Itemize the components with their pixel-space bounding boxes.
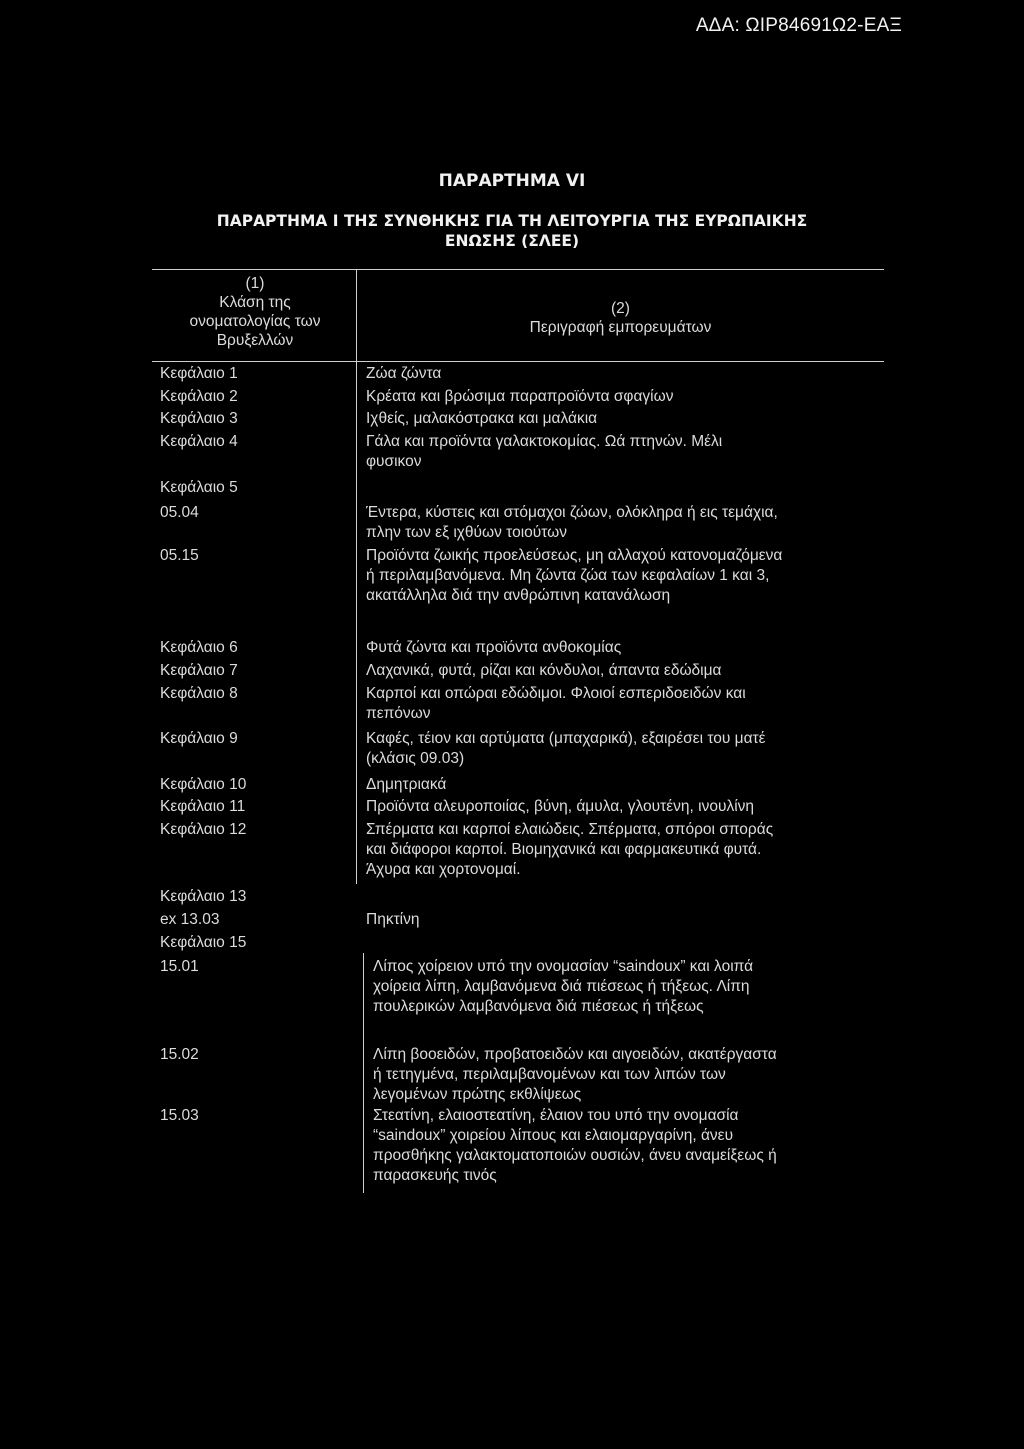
description-line: Φυτά ζώντα και προϊόντα ανθοκομίας	[366, 639, 622, 656]
goods-description	[373, 957, 753, 1017]
annex-title: ΠΑΡΑΡΤΗΜΑ VI	[438, 171, 586, 191]
col2-header	[357, 299, 884, 337]
classification-code: Κεφάλαιο 15	[160, 934, 247, 951]
description-line: Πηκτίνη	[366, 911, 420, 928]
classification-code: Κεφάλαιο 7	[160, 662, 238, 679]
classification-code: Κεφάλαιο 10	[160, 776, 247, 793]
description-line: Στεατίνη, ελαιοστεατίνη, έλαιον του υπό την ονομασία	[373, 1107, 739, 1124]
description-line: Λίπη βοοειδών, προβατοειδών και αιγοειδών, ακατέργαστα	[373, 1046, 777, 1063]
description-line: παρασκευής τινός	[373, 1167, 497, 1184]
col2-header-line: Περιγραφή εμπορευμάτων	[529, 319, 712, 336]
classification-code: Κεφάλαιο 3	[160, 410, 238, 427]
description-line: πουλερικών λαμβανόμενα διά πιέσεως ή τήξεως	[373, 998, 704, 1015]
description-line: Λίπος χοίρειον υπό την ονομασίαν “saindoux” και λοιπά	[373, 958, 754, 975]
description-line: ακατάλληλα διά την ανθρώπινη κατανάλωση	[366, 587, 671, 604]
ada-code: ΑΔΑ: ΩΙΡ84691Ω2-ΕΑΞ	[695, 15, 902, 36]
col1-header-line: ονοματολογίας των	[189, 313, 321, 330]
goods-description	[373, 1106, 777, 1186]
description-line: Κρέατα και βρώσιμα παραπροϊόντα σφαγίων	[366, 388, 674, 405]
description-line: Άχυρα και χορτονομαί.	[366, 861, 521, 878]
classification-code: Κεφάλαιο 13	[160, 888, 247, 905]
classification-code: 15.03	[160, 1107, 199, 1124]
goods-description	[366, 432, 722, 472]
goods-description	[366, 546, 782, 606]
classification-code: Κεφάλαιο 12	[160, 821, 247, 838]
goods-description	[366, 910, 420, 930]
classification-code: Κεφάλαιο 8	[160, 685, 238, 702]
col1-header	[140, 274, 370, 350]
annex-subtitle-line-1: ΠΑΡΑΡΤΗΜΑ Ι ΤΗΣ ΣΥΝΘΗΚΗΣ ΓΙΑ ΤΗ ΛΕΙΤΟΥΡΓΙΑ ΤΗΣ ΕΥΡΩΠΑΙΚΗΣ	[216, 212, 808, 230]
classification-code: Κεφάλαιο 11	[160, 798, 246, 815]
goods-description	[366, 775, 446, 795]
goods-description	[366, 387, 673, 407]
col1-header-line: Βρυξελλών	[216, 332, 294, 349]
body-column-divider-lower	[363, 953, 364, 1193]
classification-code: Κεφάλαιο 2	[160, 388, 238, 405]
description-line: λεγομένων πρώτης εκθλίψεως	[373, 1086, 582, 1103]
description-line: Καφές, τέιον και αρτύματα (μπαχαρικά), εξαιρέσει του ματέ	[366, 730, 766, 747]
classification-code: Κεφάλαιο 6	[160, 639, 238, 656]
body-column-divider	[356, 362, 357, 884]
goods-description	[366, 729, 766, 769]
description-line: Προϊόντα αλευροποιίας, βύνη, άμυλα, γλουτένη, ινουλίνη	[366, 798, 755, 815]
description-line: Ζώα ζώντα	[366, 365, 442, 382]
goods-description	[366, 661, 722, 681]
goods-description	[366, 684, 746, 724]
description-line: Γάλα και προϊόντα γαλακτοκομίας. Ωά πτηνών. Μέλι	[366, 433, 723, 450]
description-line: Προϊόντα ζωικής προελεύσεως, μη αλλαχού κατονομαζόμενα	[366, 547, 783, 564]
classification-code: Κεφάλαιο 5	[160, 479, 238, 496]
classification-code: 15.02	[160, 1046, 199, 1063]
classification-code: ex 13.03	[160, 911, 220, 928]
description-line: (κλάσις 09.03)	[366, 750, 465, 767]
description-line: Δημητριακά	[366, 776, 447, 793]
description-line: ή περιλαμβανόμενα. Μη ζώντα ζώα των κεφαλαίων 1 και 3,	[366, 567, 770, 584]
classification-code: 15.01	[160, 958, 199, 975]
description-line: προσθήκης γαλακτοματοποιών ουσιών, άνευ αναμείξεως ή	[373, 1147, 777, 1164]
description-line: Έντερα, κύστεις και στόμαχοι ζώων, ολόκληρα ή εις τεμάχια,	[366, 504, 778, 521]
classification-code: 05.04	[160, 504, 199, 521]
description-line: Ιχθείς, μαλακόστρακα και μαλάκια	[366, 410, 598, 427]
classification-code: Κεφάλαιο 4	[160, 433, 238, 450]
goods-description	[373, 1045, 777, 1105]
classification-code: Κεφάλαιο 1	[160, 365, 238, 382]
description-line: Καρποί και οπώραι εδώδιμοι. Φλοιοί εσπεριδοειδών και	[366, 685, 746, 702]
goods-description	[366, 797, 754, 817]
annex-subtitle	[0, 211, 1024, 251]
col2-header-line: (2)	[611, 300, 630, 317]
description-line: πλην των εξ ιχθύων τοιούτων	[366, 524, 567, 541]
description-line: και διάφοροι καρποί. Βιομηχανικά και φαρμακευτικά φυτά.	[366, 841, 762, 858]
col1-header-line: Κλάση της	[219, 294, 291, 311]
classification-code: Κεφάλαιο 9	[160, 730, 238, 747]
description-line: Σπέρματα και καρποί ελαιώδεις. Σπέρματα, σπόροι σποράς	[366, 821, 774, 838]
description-line: “saindoux” χοιρείου λίπους και ελαιομαργαρίνη, άνευ	[373, 1127, 734, 1144]
goods-description	[366, 503, 778, 543]
col1-header-line: (1)	[245, 275, 265, 292]
description-line: χοίρεια λίπη, λαμβανόμενα διά πιέσεως ή τήξεως. Λίπη	[373, 978, 750, 995]
goods-description	[366, 409, 597, 429]
goods-description	[366, 364, 441, 384]
classification-code: 05.15	[160, 547, 199, 564]
description-line: Λαχανικά, φυτά, ρίζαι και κόνδυλοι, άπαντα εδώδιμα	[366, 662, 722, 679]
annex-subtitle-line-2: ΕΝΩΣΗΣ (ΣΛΕΕ)	[444, 232, 580, 250]
table-header-rule	[152, 361, 884, 362]
table-top-rule	[152, 269, 884, 270]
description-line: ή τετηγμένα, περιλαμβανομένων και των λιπών των	[373, 1066, 726, 1083]
goods-description	[366, 638, 621, 658]
description-line: φυσικον	[366, 453, 422, 470]
description-line: πεπόνων	[366, 705, 431, 722]
goods-description	[366, 820, 773, 880]
